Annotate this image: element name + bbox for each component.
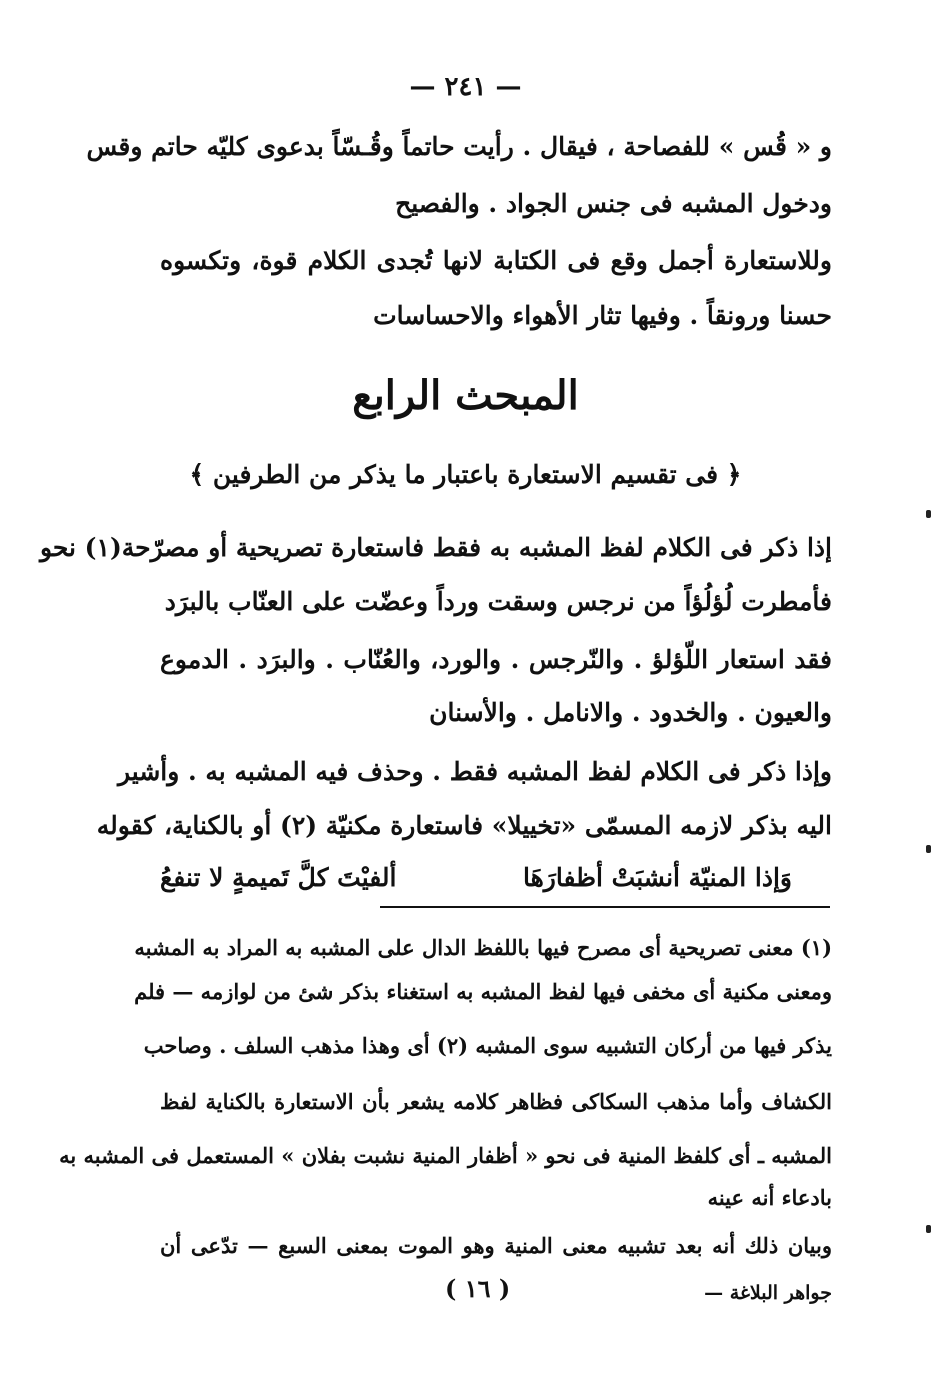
footnote-line-5: المشبه ـ أى كلفظ المنية فى نحو « أظفار المنية نشبت بفلان » المستعمل فى المشبه به [59, 1143, 832, 1168]
intro-line-2: ودخول المشبه فى جنس الجواد . والفصيح [395, 189, 832, 218]
body-line-4: والعيون . والخدود . والانامل . والأسنان [429, 698, 832, 727]
body-line-6: اليه بذكر لازمه المسمّى «تخييلا» فاستعارة مكنيّة (٢) أو بالكناية، كقوله [96, 811, 832, 840]
footnote-line-4: الكشاف وأما مذهب السكاكى فظاهر كلامه يشعر بأن الاستعارة بالكناية لفظ [160, 1089, 832, 1114]
footnote-line-1: (١) معنى تصريحية أى مصرح فيها باللفظ الدال على المشبه به المراد به المشبه [134, 935, 832, 960]
body-line-2: فأمطرت لُؤلُؤاً من نرجس وسقت ورداً وعضّت على العنّاب بالبرَد [164, 587, 832, 616]
printer-signature [160, 1274, 832, 1314]
body-line-5: وإذا ذكر فى الكلام لفظ المشبه فقط . وحذف فيه المشبه به . وأشير [117, 757, 832, 786]
scan-edge-mark [926, 845, 931, 853]
page-number: — ٢٤١ — [409, 72, 522, 102]
footnote-line-6: بادعاء أنه عينه [707, 1185, 832, 1210]
verse-hemistich-1: وَإذا المنيّة أنشبَتْ أظفارَهَا [523, 863, 792, 892]
footnote-divider [380, 906, 830, 908]
intro-line-1: و « قُس » للفصاحة ، فيقال . رأيت حاتماً وقُـسّاً بدعوى كليّه حاتم وقس [86, 132, 832, 161]
intro-line-3: وللاستعارة أجمل وقع فى الكتابة لانها تُجدى الكلام قوة، وتكسوه [160, 246, 832, 275]
scan-edge-mark [926, 1225, 931, 1233]
footnote-line-2: ومعنى مكنية أى مخفى فيها لفظ المشبه به استغناء بذكر شئ من لوازمه — فلم [134, 979, 832, 1004]
book-title: جواهر البلاغة — [704, 1282, 832, 1304]
footnote-line-3: يذكر فيها من أركان التشبيه سوى المشبه (٢) أى وهذا مذهب السلف . وصاحب [143, 1033, 832, 1058]
sheet-number: ( ١٦ ) [445, 1274, 511, 1303]
footnote-line-7: وبيان ذلك أنه بعد تشبيه معنى المنية وهو الموت بمعنى السبع — تدّعى أن [160, 1233, 832, 1258]
section-subheading: ﴿ فى تقسيم الاستعارة باعتبار ما يذكر من الطرفين ﴾ [189, 460, 742, 489]
scan-edge-mark [926, 510, 931, 518]
section-heading: المبحث الرابع [352, 372, 579, 419]
intro-line-4: حسنا ورونقاً . وفيها تثار الأهواء والاحساسات [373, 301, 832, 330]
body-line-3: فقد استعار اللّؤلؤ . والنّرجس . والورد، والعُنّاب . والبرَد . الدموع [160, 645, 832, 674]
body-line-1: إذا ذكر فى الكلام لفظ المشبه به فقط فاستعارة تصريحية أو مصرّحة(١) نحو [39, 533, 832, 562]
verse-hemistich-2: ألفيْتَ كلَّ تَميمةٍ لا تنفعُ [160, 863, 397, 892]
